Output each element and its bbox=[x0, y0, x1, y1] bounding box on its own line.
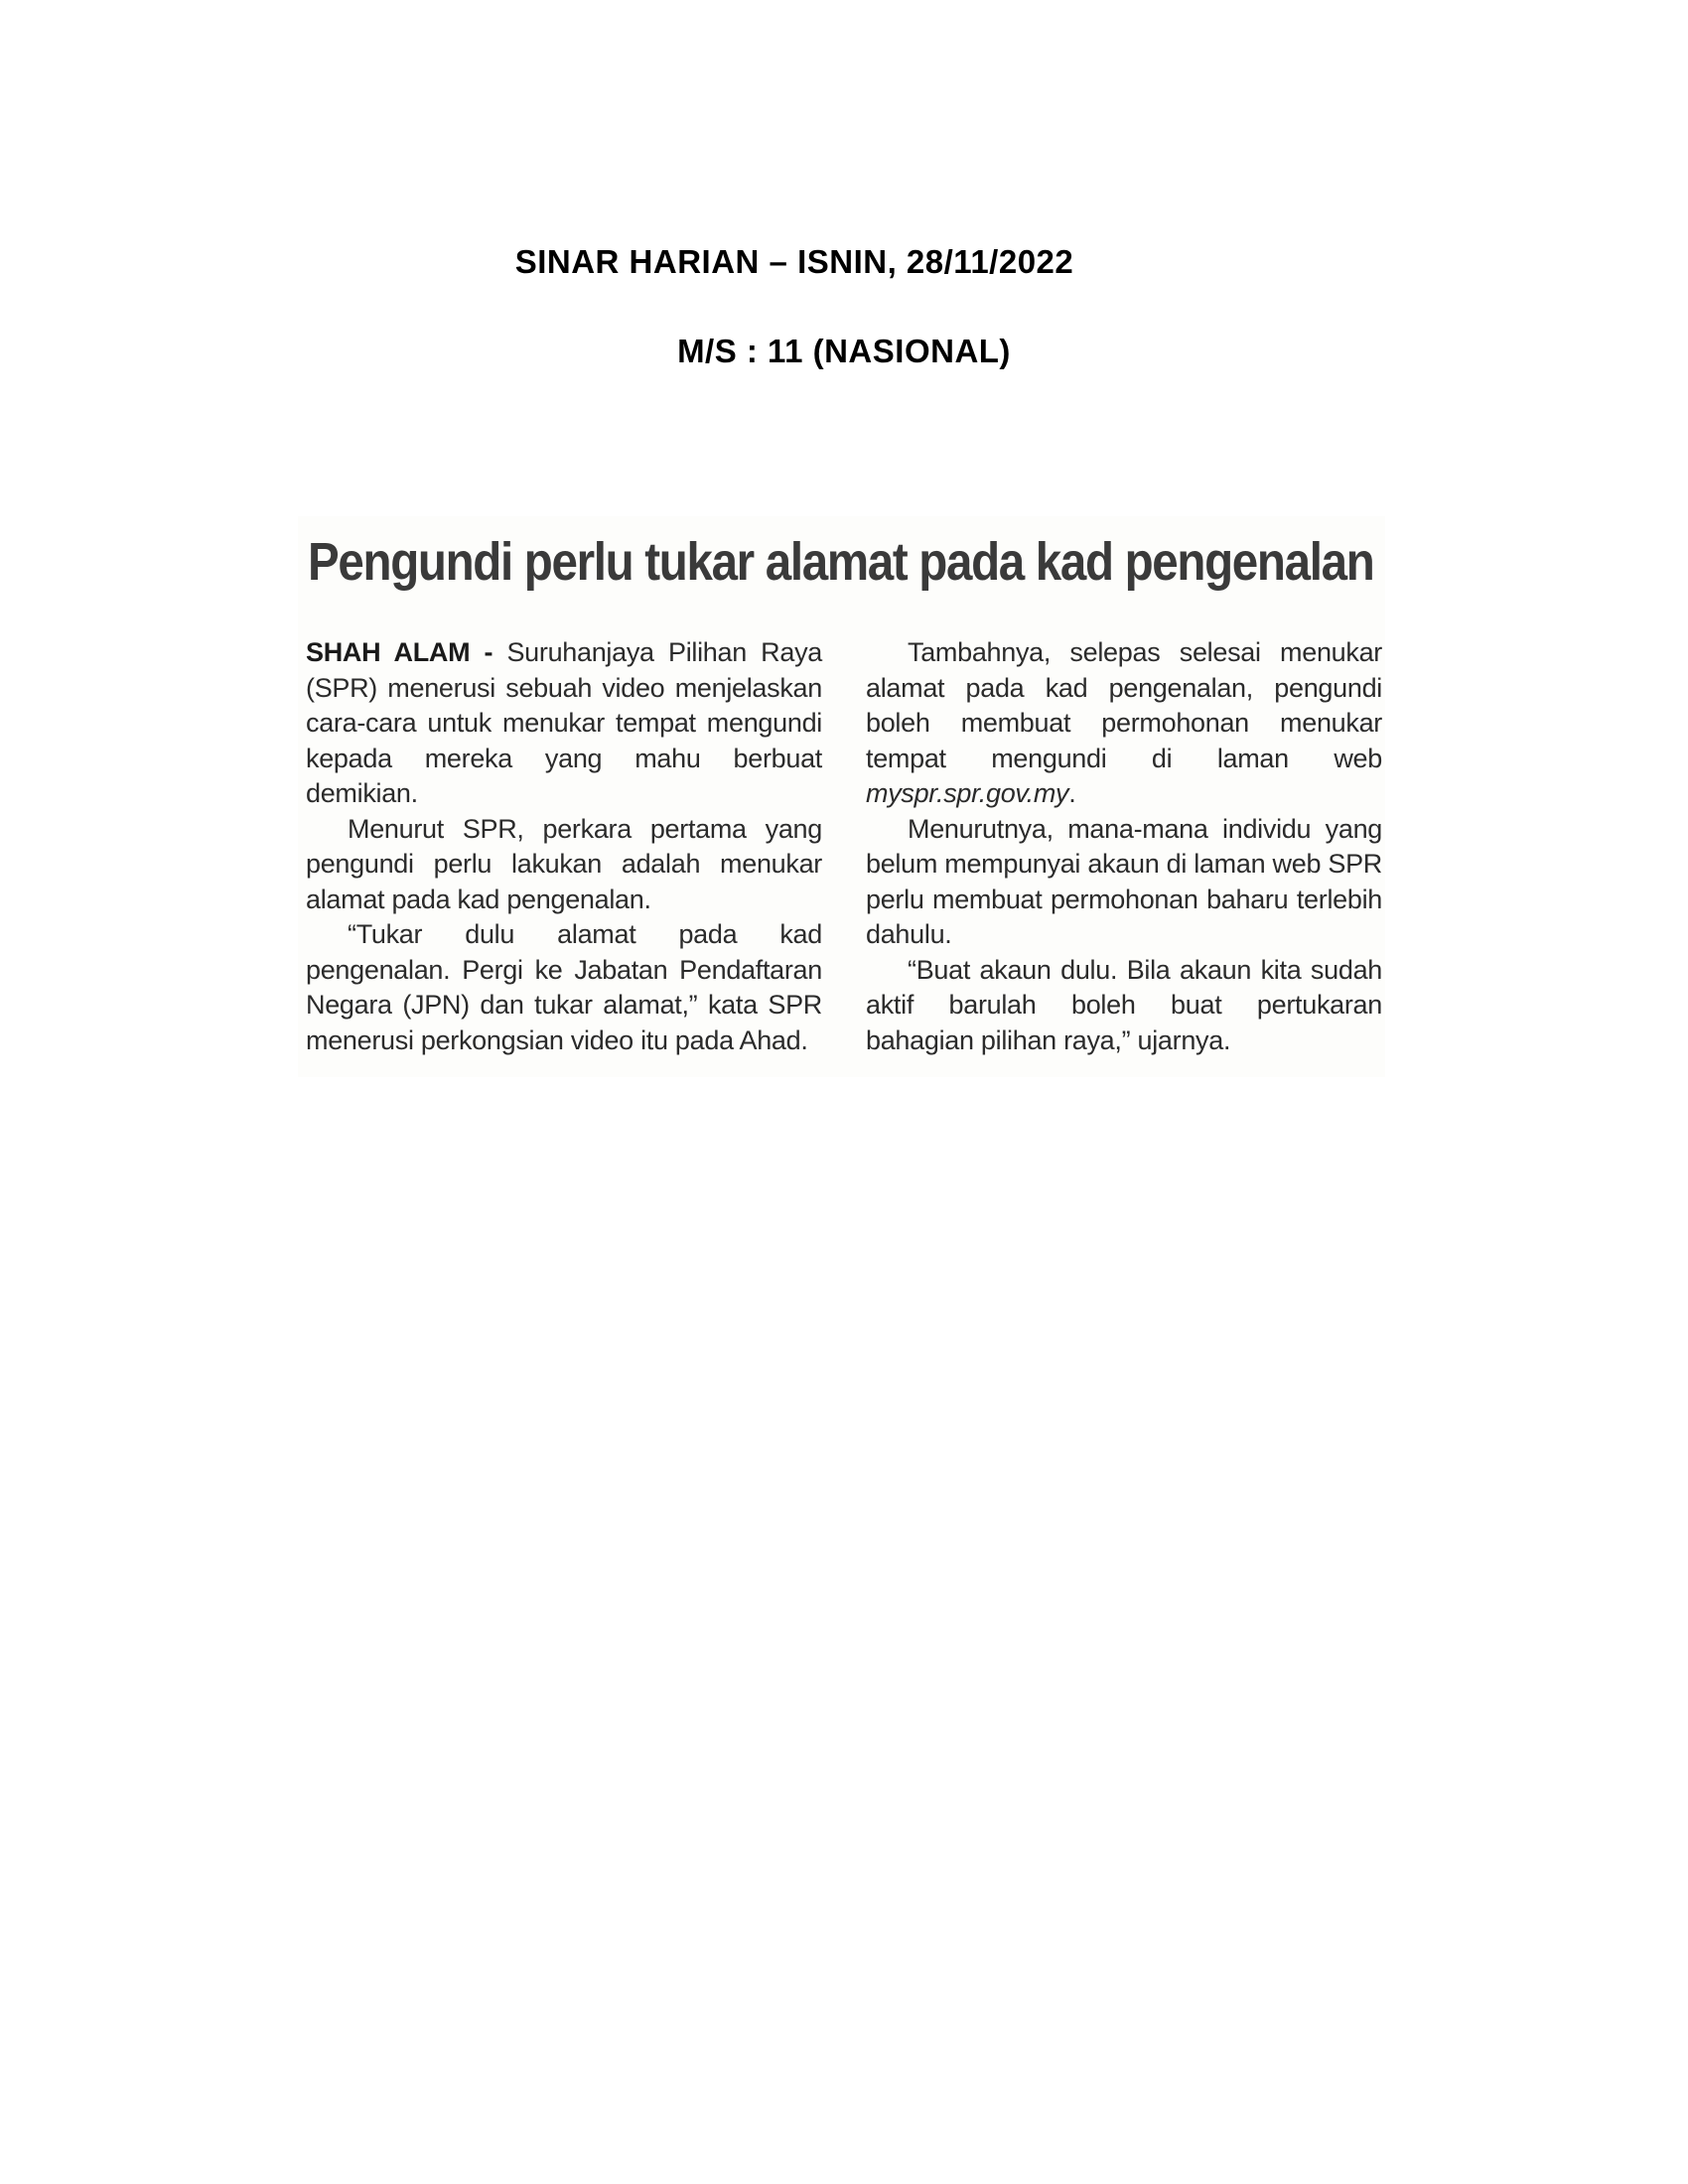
paragraph-text: Suruhanjaya Pilihan Raya (SPR) menerusi sebuah video menjelaskan cara-cara untuk menukar tempat mengundi kepada mereka yang mahu berbuat demikian. bbox=[306, 637, 822, 808]
paragraph-text: Tambahnya, selepas selesai menukar alamat pada kad pengenalan, pengundi boleh membuat permohonan menukar tempat mengundi di laman web bbox=[866, 637, 1382, 773]
paragraph bbox=[866, 635, 1382, 812]
paragraph: Menurut SPR, perkara pertama yang pengundi perlu lakukan adalah menukar alamat pada kad pengenalan. bbox=[306, 813, 822, 914]
news-clipping bbox=[298, 516, 1385, 1077]
website-url: myspr.spr.gov.my bbox=[866, 778, 1069, 808]
paragraph-end: . bbox=[1068, 778, 1076, 808]
article-headline: Pengundi perlu tukar alamat pada kad pengenalan bbox=[308, 532, 1374, 592]
paragraph: “Buat akaun dulu. Bila akaun kita sudah aktif barulah boleh buat pertukaran bahagian pilihan raya,” ujarnya. bbox=[866, 954, 1382, 1055]
paragraph bbox=[306, 635, 822, 812]
page-line: M/S : 11 (NASIONAL) bbox=[677, 333, 1011, 369]
paragraph: Menurutnya, mana-mana individu yang belum mempunyai akaun di laman web SPR perlu membuat permohonan baharu terlebih dahulu. bbox=[866, 813, 1382, 949]
article-column-left bbox=[306, 635, 822, 1058]
dateline: SHAH ALAM - bbox=[306, 637, 507, 667]
article-column-right bbox=[866, 635, 1382, 1058]
paragraph: “Tukar dulu alamat pada kad pengenalan. Pergi ke Jabatan Pendaftaran Negara (JPN) dan tukar alamat,” kata SPR menerusi perkongsian video itu pada Ahad. bbox=[306, 919, 822, 1055]
source-line: SINAR HARIAN – ISNIN, 28/11/2022 bbox=[514, 243, 1074, 280]
